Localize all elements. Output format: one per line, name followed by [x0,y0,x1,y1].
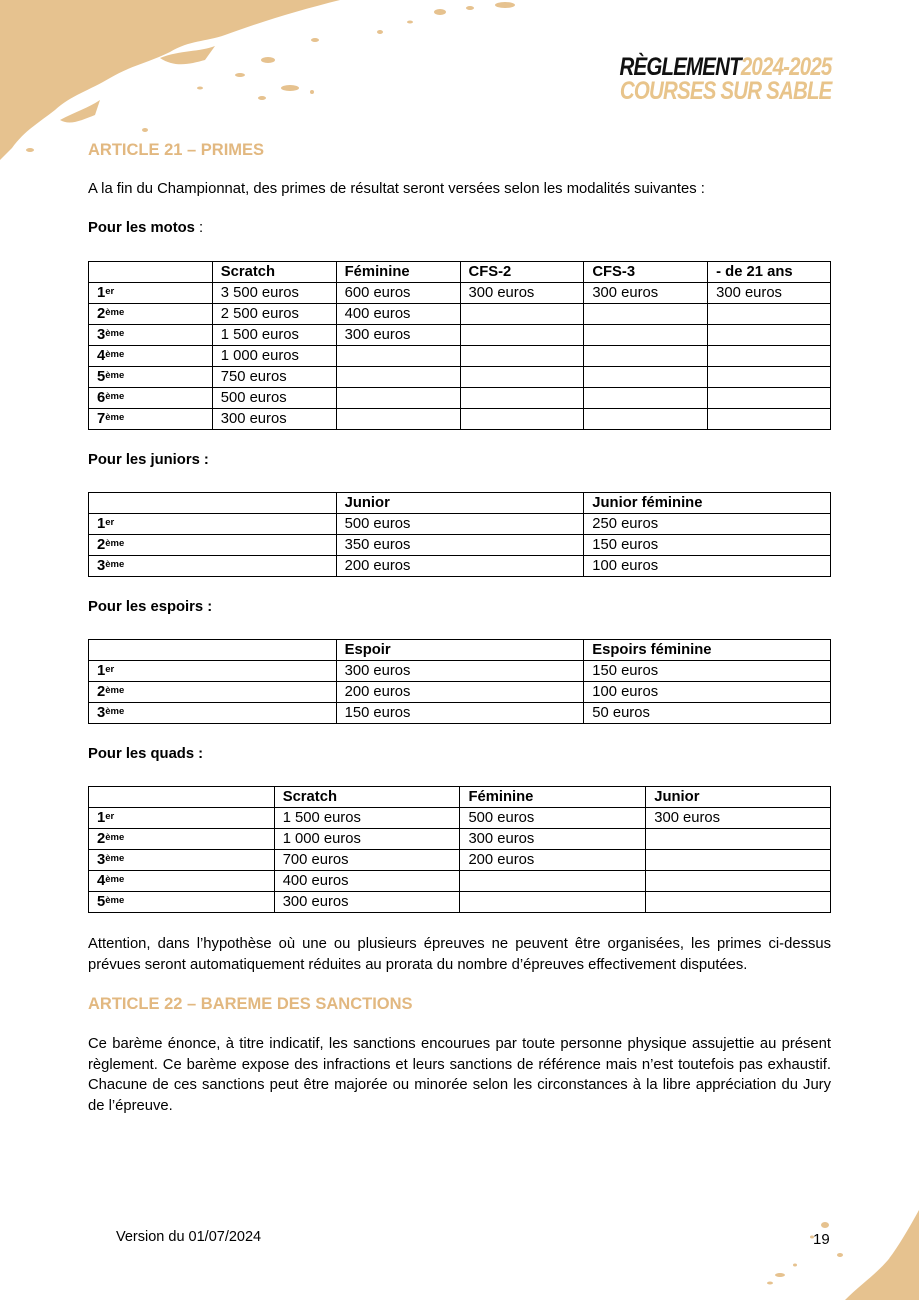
prize-cell: 700 euros [274,850,460,871]
prize-cell [708,409,831,430]
rank-number: 3 [97,704,106,721]
prize-cell: 300 euros [646,808,831,829]
header-cell: Espoir [336,640,584,661]
rank-cell [89,808,275,829]
header-cell-empty [89,493,337,514]
rank-number: 2 [97,830,106,847]
prize-cell: 1 500 euros [274,808,460,829]
table-row [89,514,831,535]
rank-cell [89,703,337,724]
rank-suffix: er [105,810,115,822]
rank-cell [89,367,213,388]
rank-cell [89,892,275,913]
rank-suffix: ème [105,306,125,318]
rank-suffix: ème [105,537,125,549]
prize-cell: 300 euros [460,283,584,304]
rank-suffix: ème [105,684,125,696]
rank-number: 1 [97,662,106,679]
reglement-logo [620,55,832,103]
rank-cell [89,325,213,346]
motos-prize-table [88,261,831,430]
prize-cell [584,304,708,325]
prize-cell [584,367,708,388]
rank-suffix: ème [105,390,125,402]
prize-cell [336,409,460,430]
rank-cell [89,535,337,556]
prize-cell [584,409,708,430]
article-22-text: Ce barème énonce, à titre indicatif, les sanctions encourues par toute personne physique assujettie au présent règlement. Ce barème expose des infractions et leurs sanctions de référence mais n’est toutefois pas exhaustif. Chacune de ces sanctions peut être majorée ou minorée selon les circonstances à la libre appréciation du Jury de l’épreuve. [88,1036,831,1114]
article-21-intro: A la fin du Championnat, des primes de résultat seront versées selon les modalités suivantes : [88,181,705,197]
rank-number: 6 [97,389,106,406]
rank-cell [89,409,213,430]
table-row [89,304,831,325]
logo-text-reglement: RÈGLEMENT [620,53,742,81]
prize-cell [584,346,708,367]
header-cell: Junior [646,787,831,808]
rank-number: 2 [97,536,106,553]
rank-cell [89,661,337,682]
table-header-row [89,640,831,661]
prize-cell: 500 euros [336,514,584,535]
table-row [89,535,831,556]
prize-cell: 2 500 euros [212,304,336,325]
table-header-row [89,787,831,808]
prize-cell [336,346,460,367]
prize-cell [460,367,584,388]
prize-cell: 300 euros [336,325,460,346]
table-header-row [89,493,831,514]
header-cell: - de 21 ans [708,262,831,283]
prize-cell: 600 euros [336,283,460,304]
prize-cell [460,325,584,346]
table-row [89,325,831,346]
prize-cell [460,892,646,913]
rank-cell [89,283,213,304]
header-cell: Féminine [336,262,460,283]
prize-cell [460,871,646,892]
rank-cell [89,556,337,577]
prize-cell: 300 euros [708,283,831,304]
prize-cell [336,367,460,388]
rank-suffix: ème [105,369,125,381]
prize-cell [460,346,584,367]
rank-suffix: ème [105,852,125,864]
prize-cell: 300 euros [212,409,336,430]
header-cell: Scratch [212,262,336,283]
prize-cell [336,388,460,409]
header-cell: Junior féminine [584,493,831,514]
quads-heading [88,746,203,762]
rank-suffix: er [105,516,115,528]
table-row [89,682,831,703]
header-cell-empty [89,787,275,808]
espoirs-prize-table [88,639,831,724]
prize-cell: 350 euros [336,535,584,556]
attention-paragraph: Attention, dans l’hypothèse où une ou plusieurs épreuves ne peuvent être organisées, les primes ci-dessus prévues seront automatiquement réduites au prorata du nombre d’épreuves effectivement disputées. [88,936,831,973]
rank-cell [89,304,213,325]
table-row [89,661,831,682]
rank-cell [89,514,337,535]
rank-cell [89,682,337,703]
rank-cell [89,388,213,409]
table-row [89,367,831,388]
table-row [89,556,831,577]
prize-cell: 250 euros [584,514,831,535]
page-number: 19 [813,1231,830,1248]
header-cell: Scratch [274,787,460,808]
prize-cell [708,304,831,325]
table-row [89,871,831,892]
rank-number: 1 [97,809,106,826]
header-cell: Junior [336,493,584,514]
rank-suffix: ème [105,894,125,906]
rank-suffix: er [105,285,115,297]
prize-cell [460,388,584,409]
table-row [89,409,831,430]
espoirs-heading-label: Pour les espoirs : [88,599,213,615]
prize-cell [646,829,831,850]
table-row [89,346,831,367]
table-row [89,703,831,724]
article-22-title: ARTICLE 22 – BAREME DES SANCTIONS [88,995,413,1013]
header-cell-empty [89,640,337,661]
prize-cell: 500 euros [212,388,336,409]
prize-cell: 100 euros [584,682,831,703]
rank-number: 3 [97,326,106,343]
juniors-heading [88,452,209,468]
prize-cell: 1 000 euros [212,346,336,367]
prize-cell [708,367,831,388]
rank-suffix: ème [105,327,125,339]
rank-number: 3 [97,851,106,868]
rank-number: 7 [97,410,106,427]
logo-text-season: 2024-2025 [741,53,832,81]
rank-number: 4 [97,347,106,364]
prize-cell [584,325,708,346]
prize-cell [708,388,831,409]
prize-cell: 500 euros [460,808,646,829]
prize-cell [460,304,584,325]
rank-number: 2 [97,305,106,322]
header-cell-empty [89,262,213,283]
table-row [89,388,831,409]
prize-cell: 300 euros [460,829,646,850]
rank-number: 1 [97,515,106,532]
quads-prize-table [88,786,831,913]
header-cell: Espoirs féminine [584,640,831,661]
motos-heading [88,220,203,236]
prize-cell: 300 euros [584,283,708,304]
rank-cell [89,829,275,850]
prize-cell: 150 euros [584,661,831,682]
rank-number: 3 [97,557,106,574]
prize-cell: 150 euros [336,703,584,724]
rank-number: 2 [97,683,106,700]
motos-heading-label: Pour les motos [88,220,195,236]
rank-number: 1 [97,284,106,301]
prize-cell: 300 euros [336,661,584,682]
juniors-prize-table [88,492,831,577]
table-row [89,283,831,304]
logo-text-subtitle: COURSES SUR SABLE [620,77,832,105]
table-row [89,850,831,871]
quads-heading-label: Pour les quads : [88,746,204,762]
prize-cell: 100 euros [584,556,831,577]
header-cell: Féminine [460,787,646,808]
rank-suffix: ème [105,705,125,717]
prize-cell: 150 euros [584,535,831,556]
prize-cell: 400 euros [274,871,460,892]
sand-splash-bottom-right [750,1205,919,1300]
prize-cell: 400 euros [336,304,460,325]
rank-cell [89,871,275,892]
rank-suffix: ème [105,411,125,423]
prize-cell: 1 500 euros [212,325,336,346]
header-cell: CFS-3 [584,262,708,283]
prize-cell: 750 euros [212,367,336,388]
rank-suffix: ème [105,348,125,360]
rank-suffix: ème [105,831,125,843]
rank-suffix: er [105,663,115,675]
prize-cell [646,850,831,871]
prize-cell [708,325,831,346]
prize-cell: 3 500 euros [212,283,336,304]
prize-cell: 200 euros [336,556,584,577]
rank-cell [89,346,213,367]
juniors-heading-label: Pour les juniors : [88,452,209,468]
rank-suffix: ème [105,873,125,885]
prize-cell [646,871,831,892]
table-header-row [89,262,831,283]
prize-cell [460,409,584,430]
rank-number: 4 [97,872,106,889]
table-row [89,808,831,829]
prize-cell [708,346,831,367]
header-cell: CFS-2 [460,262,584,283]
table-row [89,892,831,913]
prize-cell: 200 euros [460,850,646,871]
sand-splash-top-left [0,0,540,170]
footer-version: Version du 01/07/2024 [116,1229,262,1245]
article-21-title: ARTICLE 21 – PRIMES [88,141,265,159]
rank-cell [89,850,275,871]
prize-cell: 1 000 euros [274,829,460,850]
prize-cell [646,892,831,913]
rank-number: 5 [97,893,106,910]
rank-suffix: ème [105,558,125,570]
prize-cell: 300 euros [274,892,460,913]
rank-number: 5 [97,368,106,385]
motos-heading-colon: : [194,220,204,236]
prize-cell [584,388,708,409]
table-row [89,829,831,850]
prize-cell: 50 euros [584,703,831,724]
espoirs-heading [88,599,212,615]
prize-cell: 200 euros [336,682,584,703]
